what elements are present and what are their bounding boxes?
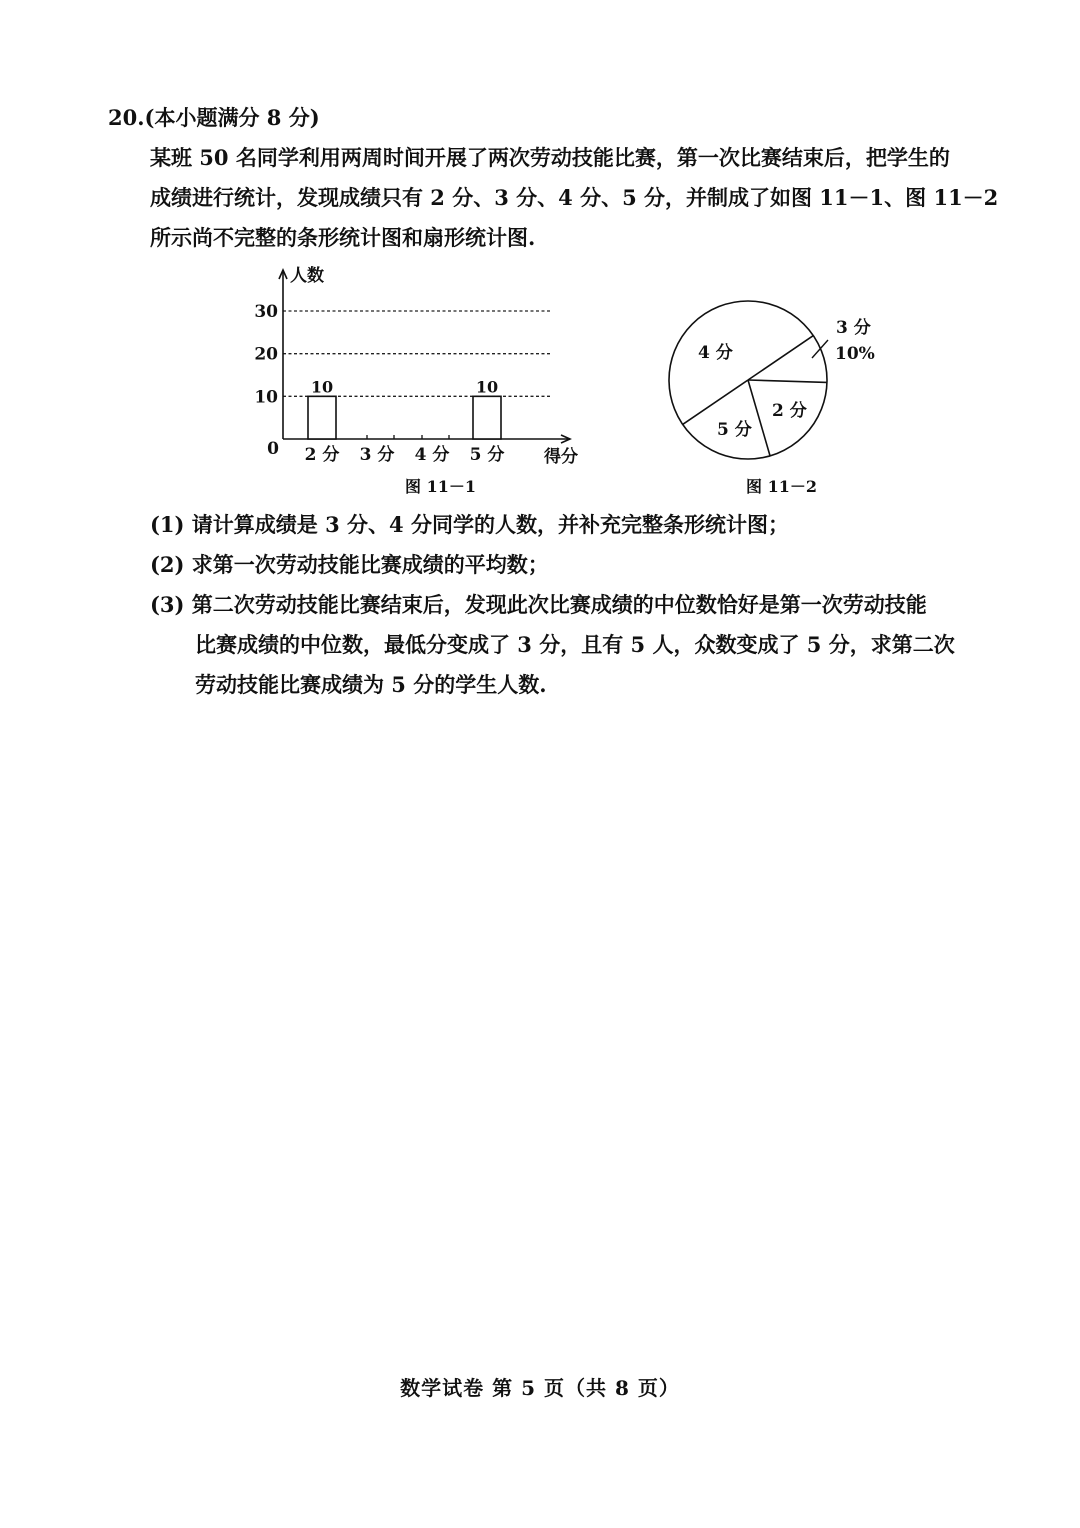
x-tick-label: 5 分 <box>469 445 505 465</box>
y-tick-label: 10 <box>254 387 278 408</box>
x-axis-label: 得分 <box>544 447 578 466</box>
x-tick-label: 4 分 <box>414 445 450 465</box>
sub-question-2-number: (2) <box>150 552 185 577</box>
y-tick-label: 30 <box>254 302 278 322</box>
question-header <box>108 98 320 138</box>
sub-question-3-number: (3) <box>150 592 185 617</box>
question-number: 20. <box>108 105 145 130</box>
body-line-2: 成绩进行统计，发现成绩只有 2 分、3 分、4 分、5 分，并制成了如图 11－1、图 11－2 <box>150 185 999 210</box>
y-axis-label: 人数 <box>290 266 324 286</box>
page-footer: 数学试卷 第 5 页（共 8 页） <box>400 1376 680 1400</box>
sub-question-3-text-2: 比赛成绩的中位数，最低分变成了 3 分，且有 5 人，众数变成了 5 分，求第二次 <box>195 632 955 657</box>
body-line-3: 所示尚不完整的条形统计图和扇形统计图. <box>150 225 536 250</box>
sub-question-3 <box>150 585 927 625</box>
pie-chart-caption: 图 11－2 <box>746 477 817 496</box>
sub-question-2 <box>150 545 549 585</box>
sub-question-1-number: (1) <box>150 512 185 537</box>
bar-data-label: 10 <box>310 377 334 397</box>
x-tick-label: 3 分 <box>359 445 395 465</box>
pie-label-3-percent: 10% <box>835 344 875 364</box>
sub-question-1 <box>150 505 789 545</box>
pie-chart <box>660 290 900 480</box>
bar-data-label: 10 <box>475 377 499 397</box>
y-tick-label: 0 <box>267 439 279 459</box>
sub-question-3-text-3: 劳动技能比赛成绩为 5 分的学生人数. <box>195 672 547 697</box>
pie-label-5: 5 分 <box>717 420 752 440</box>
sub-question-2-text: 求第一次劳动技能比赛成绩的平均数； <box>191 552 549 577</box>
x-tick-label: 2 分 <box>304 445 340 465</box>
sub-question-1-text: 请计算成绩是 3 分、4 分同学的人数，并补充完整条形统计图； <box>191 512 789 537</box>
pie-label-2: 2 分 <box>772 401 807 421</box>
pie-label-4: 4 分 <box>698 343 733 363</box>
question-score-note: (本小题满分 8 分) <box>144 105 320 130</box>
pie-label-3: 3 分 <box>836 318 871 338</box>
y-tick-label: 20 <box>254 344 278 365</box>
bar <box>308 396 336 439</box>
sub-question-3-text-1: 第二次劳动技能比赛结束后，发现此次比赛成绩的中位数恰好是第一次劳动技能 <box>191 592 927 617</box>
body-line-1: 某班 50 名同学利用两周时间开展了两次劳动技能比赛，第一次比赛结束后，把学生的 <box>150 145 950 170</box>
bar <box>473 396 501 439</box>
bar-chart-caption: 图 11－1 <box>405 477 476 496</box>
bar-chart <box>240 258 600 466</box>
